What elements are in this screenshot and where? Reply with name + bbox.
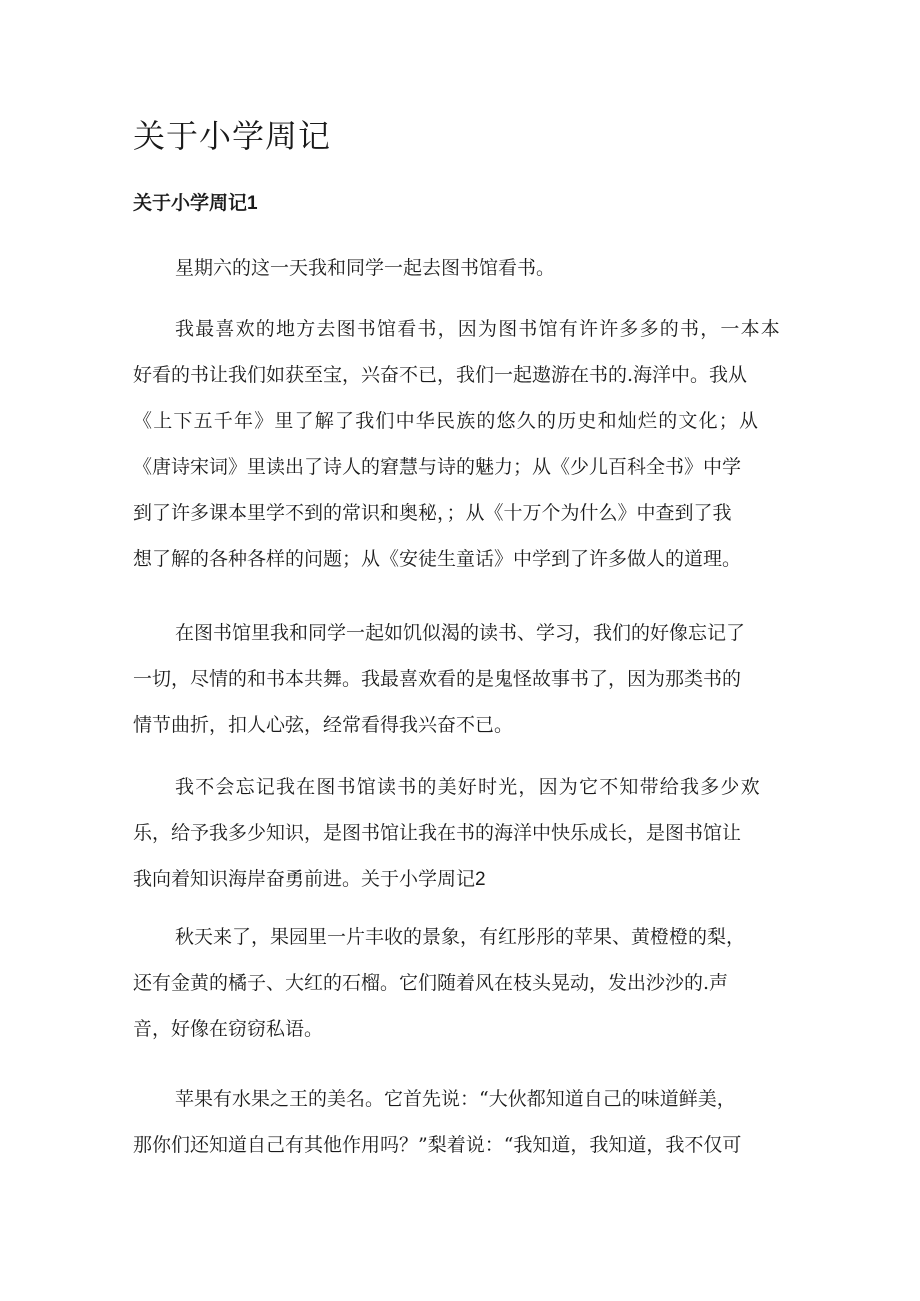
paragraph-line: 那你们还知道自己有其他作用吗？”梨着说：“我知道，我知道，我不仅可 — [133, 1134, 742, 1156]
paragraph-1 — [133, 245, 793, 291]
paragraph-line: 我不会忘记我在图书馆读书的美好时光，因为它不知带给我多少欢 — [175, 776, 761, 798]
paragraph-line-text: 我向着知识海岸奋勇前进。 — [133, 868, 362, 890]
paragraph-6 — [133, 1076, 793, 1168]
paragraph-line: 苹果有水果之王的美名。它首先说：“大伙都知道自己的味道鲜美， — [175, 1088, 736, 1110]
paragraph-line: 乐，给予我多少知识，是图书馆让我在书的海洋中快乐成长，是图书馆让 — [133, 822, 742, 844]
document-title: 关于小学周记 — [133, 118, 332, 154]
paragraph-line: 我最喜欢的地方去图书馆看书，因为图书馆有许许多多的书，一本本 — [175, 318, 782, 340]
paragraph-line: 好看的书让我们如获至宝，兴奋不已，我们一起遨游在书的.海洋中。我从 — [133, 364, 748, 386]
paragraph-3 — [133, 610, 793, 748]
paragraph-line: 情节曲折，扣人心弦，经常看得我兴奋不已。 — [133, 714, 514, 736]
paragraph-line: 还有金黄的橘子、大红的石榴。它们随着风在枝头晃动，发出沙沙的.声 — [133, 972, 729, 994]
paragraph-line: 星期六的这一天我和同学一起去图书馆看书。 — [175, 257, 556, 279]
section-heading-1: 关于小学周记1 — [133, 193, 258, 214]
paragraph-line: 想了解的各种各样的问题；从《安徒生童话》中学到了许多做人的道理。 — [133, 548, 742, 570]
paragraph-line: 在图书馆里我和同学一起如饥似渴的读书、学习，我们的好像忘记了 — [175, 622, 746, 644]
section-heading-2: 关于小学周记2 — [361, 869, 486, 890]
paragraph-line — [133, 856, 793, 903]
paragraph-5 — [133, 914, 793, 1052]
paragraph-line: 《唐诗宋词》里读出了诗人的窘慧与诗的魅力；从《少儿百科全书》中学 — [133, 456, 742, 478]
paragraph-line: 一切，尽情的和书本共舞。我最喜欢看的是鬼怪故事书了，因为那类书的 — [133, 668, 742, 690]
paragraph-line: 音，好像在窃窃私语。 — [133, 1018, 324, 1040]
paragraph-line: 到了许多课本里学不到的常识和奥秘，；从《十万个为什么》中查到了我 — [133, 502, 732, 524]
paragraph-4 — [133, 764, 793, 903]
paragraph-line: 秋天来了，果园里一片丰收的景象，有红彤彤的苹果、黄橙橙的梨， — [175, 926, 746, 948]
paragraph-2 — [133, 306, 793, 582]
paragraph-line: 《上下五千年》里了解了我们中华民族的悠久的历史和灿烂的文化；从 — [133, 410, 760, 432]
